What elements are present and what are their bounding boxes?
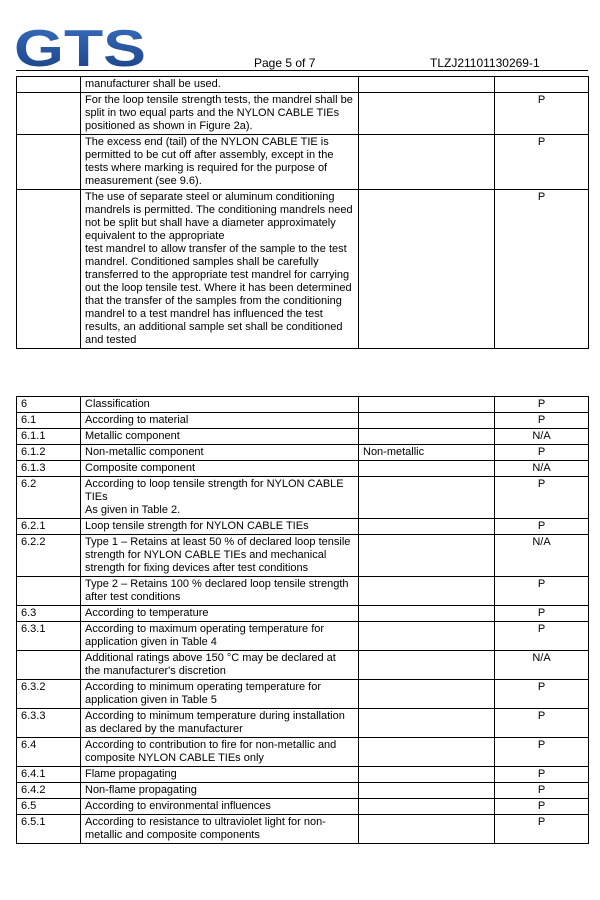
requirement-cell: Flame propagating [81, 767, 359, 783]
clause-cell: 6.3.2 [17, 680, 81, 709]
result-cell [359, 799, 495, 815]
result-cell [359, 680, 495, 709]
clause-cell: 6.4 [17, 738, 81, 767]
requirement-cell: According to loop tensile strength for NYLON CABLE TIEs As given in Table 2. [81, 477, 359, 519]
verdict-cell: N/A [495, 651, 589, 680]
requirement-cell: According to environmental influences [81, 799, 359, 815]
result-cell [359, 738, 495, 767]
table-row [17, 815, 589, 844]
verdict-cell: P [495, 477, 589, 519]
table-row [17, 77, 589, 93]
table-row [17, 577, 589, 606]
requirement-cell: Non-metallic component [81, 445, 359, 461]
verdict-cell: N/A [495, 461, 589, 477]
table-row [17, 535, 589, 577]
clause-cell: 6.1.1 [17, 429, 81, 445]
clause-cell: 6.3.1 [17, 622, 81, 651]
clause-cell: 6.2.2 [17, 535, 81, 577]
verdict-cell: P [495, 622, 589, 651]
requirement-cell: The use of separate steel or aluminum conditioning mandrels is permitted. The conditioning mandrels need not be split but shall have a diameter approximately equivalent to the appropriate test mandrel to allow transfer of the sample to the test mandrel. Conditioned samples shall be carefully transferred to the appropriate test mandrel for carrying out the loop tensile test. Where it has been determined that the transfer of the samples from the conditioning mandrel to a test mandrel has influenced the test results, an additional sample set shall be conditioned and tested [81, 190, 359, 349]
table-row [17, 738, 589, 767]
verdict-cell: P [495, 799, 589, 815]
result-cell [359, 429, 495, 445]
verdict-cell: P [495, 680, 589, 709]
table-row [17, 190, 589, 349]
table-row [17, 606, 589, 622]
result-cell [359, 519, 495, 535]
clause-cell: 6.3.3 [17, 709, 81, 738]
table-row [17, 519, 589, 535]
table-row [17, 397, 589, 413]
verdict-cell: P [495, 135, 589, 190]
requirement-cell: Loop tensile strength for NYLON CABLE TIEs [81, 519, 359, 535]
header-rule [16, 70, 588, 71]
requirement-cell: According to material [81, 413, 359, 429]
page-header [0, 0, 600, 76]
requirement-cell: Composite component [81, 461, 359, 477]
requirement-cell: Type 1 – Retains at least 50 % of declared loop tensile strength for NYLON CABLE TIEs and mechanical strength for fixing devices after test conditions [81, 535, 359, 577]
requirement-cell: According to minimum operating temperature for application given in Table 5 [81, 680, 359, 709]
table-row [17, 709, 589, 738]
clause-cell [17, 651, 81, 680]
result-cell [359, 135, 495, 190]
requirement-cell: Metallic component [81, 429, 359, 445]
table-row [17, 622, 589, 651]
result-cell [359, 815, 495, 844]
verdict-cell: P [495, 519, 589, 535]
requirement-cell: According to resistance to ultraviolet light for non-metallic and composite components [81, 815, 359, 844]
table-row [17, 461, 589, 477]
result-cell [359, 77, 495, 93]
verdict-cell: P [495, 445, 589, 461]
clause-cell: 6.5 [17, 799, 81, 815]
result-cell [359, 767, 495, 783]
verdict-cell: N/A [495, 535, 589, 577]
result-cell [359, 783, 495, 799]
report-number: TLZJ21101130269-1 [430, 56, 540, 70]
requirement-cell: Additional ratings above 150 °C may be declared at the manufacturer's discretion [81, 651, 359, 680]
table-row [17, 799, 589, 815]
table-row [17, 783, 589, 799]
clause-table-continued [16, 76, 589, 349]
clause-cell: 6.1 [17, 413, 81, 429]
clause-cell: 6.1.3 [17, 461, 81, 477]
result-cell [359, 651, 495, 680]
requirement-cell: Type 2 – Retains 100 % declared loop tensile strength after test conditions [81, 577, 359, 606]
requirement-cell: manufacturer shall be used. [81, 77, 359, 93]
clause-cell [17, 77, 81, 93]
requirement-cell: For the loop tensile strength tests, the mandrel shall be split in two equal parts and the NYLON CABLE TIEs positioned as shown in Figure 2a). [81, 93, 359, 135]
clause-cell: 6 [17, 397, 81, 413]
verdict-cell: P [495, 397, 589, 413]
clause-cell [17, 190, 81, 349]
clause-table-classification [16, 396, 589, 844]
result-cell [359, 93, 495, 135]
verdict-cell: N/A [495, 429, 589, 445]
verdict-cell: P [495, 413, 589, 429]
table-row [17, 93, 589, 135]
table-row [17, 651, 589, 680]
result-cell [359, 397, 495, 413]
verdict-cell: P [495, 709, 589, 738]
requirement-cell: Classification [81, 397, 359, 413]
table-row [17, 477, 589, 519]
verdict-cell: P [495, 606, 589, 622]
result-cell: Non-metallic [359, 445, 495, 461]
result-cell [359, 190, 495, 349]
clause-cell [17, 135, 81, 190]
result-cell [359, 461, 495, 477]
logo-text: GTS [14, 24, 146, 70]
table-row [17, 767, 589, 783]
clause-cell [17, 93, 81, 135]
table-row [17, 445, 589, 461]
result-cell [359, 606, 495, 622]
clause-cell [17, 577, 81, 606]
result-cell [359, 622, 495, 651]
clause-cell: 6.2 [17, 477, 81, 519]
clause-cell: 6.5.1 [17, 815, 81, 844]
clause-cell: 6.4.1 [17, 767, 81, 783]
requirement-cell: The excess end (tail) of the NYLON CABLE TIE is permitted to be cut off after assembly, except in the tests where marking is required for the purpose of measurement (see 9.6). [81, 135, 359, 190]
verdict-cell: P [495, 577, 589, 606]
result-cell [359, 577, 495, 606]
requirement-cell: Non-flame propagating [81, 783, 359, 799]
table-row [17, 680, 589, 709]
clause-cell: 6.4.2 [17, 783, 81, 799]
table-row [17, 413, 589, 429]
clause-cell: 6.3 [17, 606, 81, 622]
page-number: Page 5 of 7 [254, 56, 316, 70]
clause-cell: 6.2.1 [17, 519, 81, 535]
requirement-cell: According to minimum temperature during installation as declared by the manufacturer [81, 709, 359, 738]
result-cell [359, 413, 495, 429]
verdict-cell [495, 77, 589, 93]
requirement-cell: According to temperature [81, 606, 359, 622]
result-cell [359, 709, 495, 738]
verdict-cell: P [495, 783, 589, 799]
table-row [17, 135, 589, 190]
result-cell [359, 477, 495, 519]
verdict-cell: P [495, 738, 589, 767]
gts-logo [14, 24, 148, 70]
table-row [17, 429, 589, 445]
verdict-cell: P [495, 190, 589, 349]
verdict-cell: P [495, 815, 589, 844]
verdict-cell: P [495, 93, 589, 135]
clause-cell: 6.1.2 [17, 445, 81, 461]
requirement-cell: According to maximum operating temperature for application given in Table 4 [81, 622, 359, 651]
requirement-cell: According to contribution to fire for non-metallic and composite NYLON CABLE TIEs only [81, 738, 359, 767]
verdict-cell: P [495, 767, 589, 783]
result-cell [359, 535, 495, 577]
